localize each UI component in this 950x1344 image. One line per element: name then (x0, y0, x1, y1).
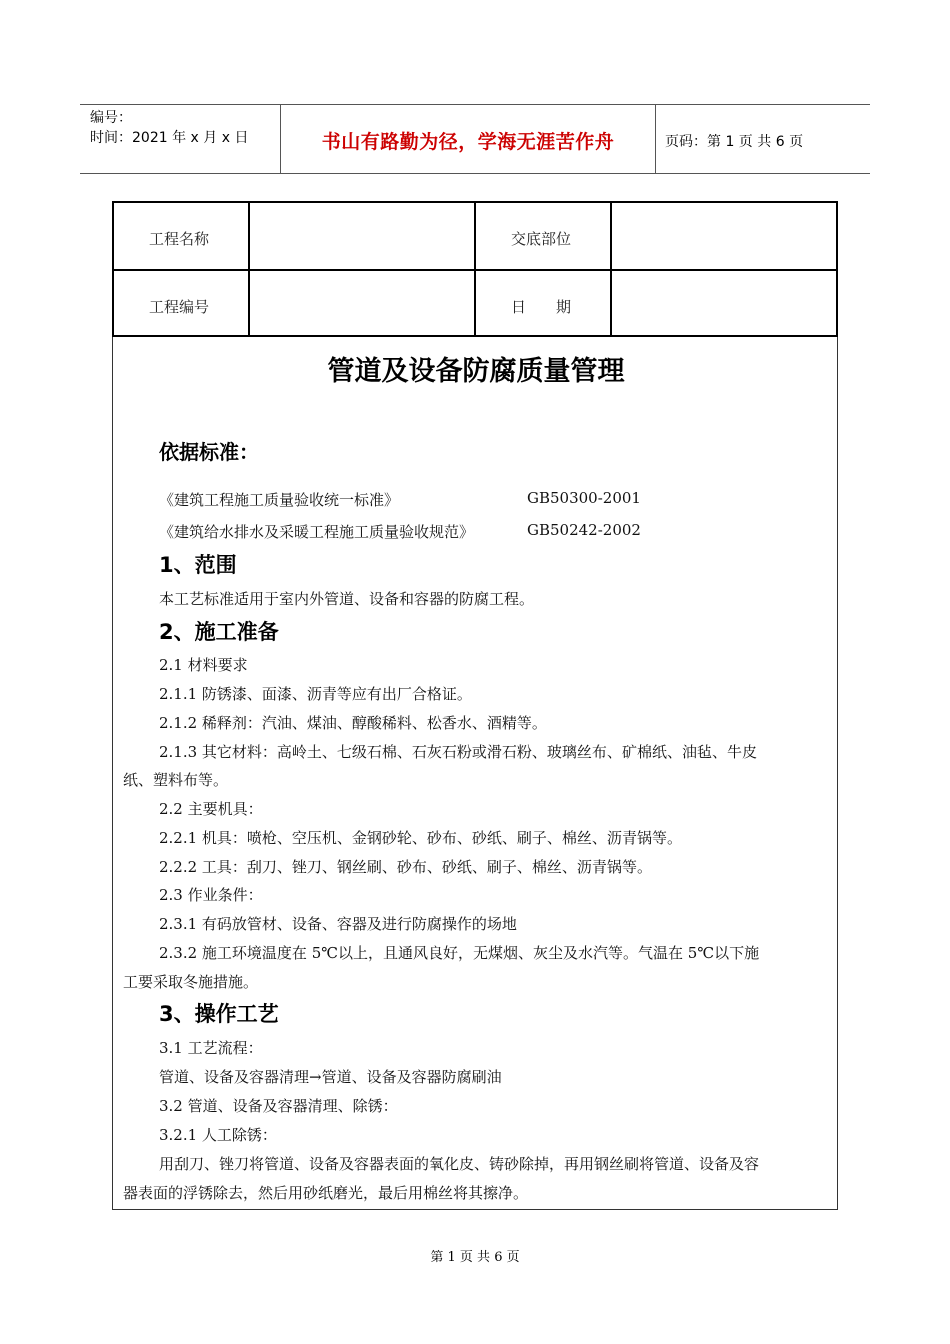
paragraph: 3.2 管道、设备及容器清理、除锈： (159, 1097, 398, 1115)
paragraph: 2.3 作业条件： (159, 886, 263, 904)
paragraph: 2.2 主要机具： (159, 800, 263, 818)
standard-name: 《建筑给水排水及采暖工程施工质量验收规范》 (159, 523, 475, 541)
paragraph: 2.2.1 机具：喷枪、空压机、金钢砂轮、砂布、砂纸、刷子、棉丝、沥青锅等。 (159, 829, 682, 847)
section-heading: 1、范围 (159, 553, 237, 577)
paragraph: 工要采取冬施措施。 (123, 973, 259, 991)
basis-heading: 依据标准： (159, 440, 259, 464)
paragraph: 器表面的浮锈除去，然后用砂纸磨光，最后用棉丝将其擦净。 (123, 1184, 529, 1202)
document-body (112, 337, 838, 1210)
paragraph: 2.1 材料要求 (159, 656, 248, 674)
page-footer: 第 1 页 共 6 页 (430, 1250, 520, 1265)
number-label: 编号： (90, 110, 132, 126)
project-number-label: 工程编号 (149, 298, 210, 316)
paragraph: 3.2.1 人工除锈： (159, 1126, 277, 1144)
motto-text: 书山有路勤为径，学海无涯苦作舟 (321, 131, 615, 153)
time-label: 时间：2021 年 x 月 x 日 (90, 130, 249, 146)
paragraph: 2.1.3 其它材料：高岭土、七级石棉、石灰石粉或滑石粉、玻璃丝布、矿棉纸、油毡、牛皮 (159, 743, 757, 761)
paragraph: 用刮刀、锉刀将管道、设备及容器表面的氧化皮、铸砂除掉，再用钢丝刷将管道、设备及容 (159, 1155, 760, 1173)
table-divider (114, 269, 836, 271)
page-info: 页码：第 1 页 共 6 页 (665, 134, 804, 150)
paragraph: 本工艺标准适用于室内外管道、设备和容器的防腐工程。 (159, 590, 535, 608)
paragraph: 2.1.1 防锈漆、面漆、沥青等应有出厂合格证。 (159, 685, 472, 703)
paragraph: 2.1.2 稀释剂：汽油、煤油、醇酸稀料、松香水、酒精等。 (159, 714, 547, 732)
standard-code: GB50242-2002 (527, 521, 641, 539)
header-motto-cell (280, 105, 656, 173)
paragraph: 2.3.1 有码放管材、设备、容器及进行防腐操作的场地 (159, 915, 517, 933)
standard-name: 《建筑工程施工质量验收统一标准》 (159, 491, 400, 509)
document-title: 管道及设备防腐质量管理 (327, 356, 625, 387)
project-info-table (112, 201, 838, 337)
standard-code: GB50300-2001 (527, 489, 641, 507)
paragraph: 2.2.2 工具：刮刀、锉刀、钢丝刷、砂布、砂纸、刷子、棉丝、沥青锅等。 (159, 858, 652, 876)
paragraph: 纸、塑料布等。 (123, 771, 229, 789)
handover-part-label: 交底部位 (511, 230, 572, 248)
paragraph: 2.3.2 施工环境温度在 5℃以上，且通风良好，无煤烟、灰尘及水汽等。气温在 5℃以下施 (159, 944, 760, 962)
section-heading: 3、操作工艺 (159, 1002, 279, 1026)
paragraph: 3.1 工艺流程： (159, 1039, 263, 1057)
section-heading: 2、施工准备 (159, 620, 279, 644)
project-name-label: 工程名称 (149, 230, 210, 248)
header-page-cell (655, 105, 870, 173)
header-meta (80, 105, 280, 173)
paragraph: 管道、设备及容器清理→管道、设备及容器防腐刷油 (159, 1068, 502, 1086)
date-label: 日 期 (511, 298, 572, 316)
page-header (80, 104, 870, 174)
